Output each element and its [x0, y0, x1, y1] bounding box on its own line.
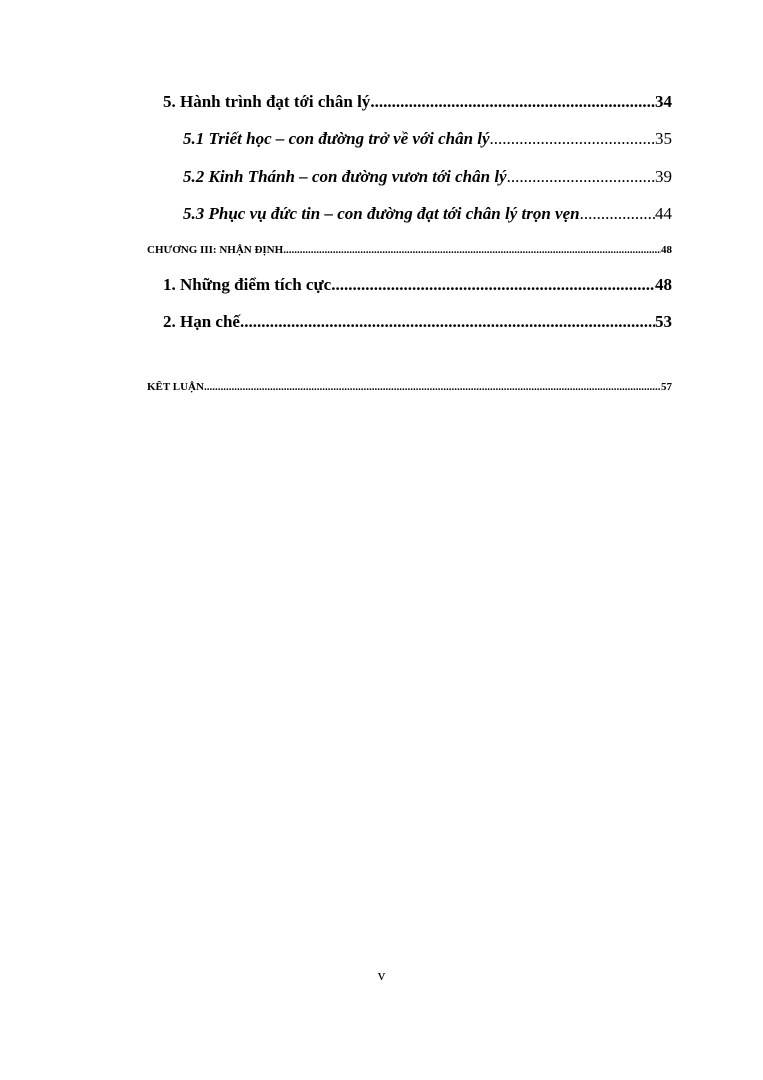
toc-entry-conclusion[interactable]: [147, 381, 672, 393]
toc-dot-leader: [283, 244, 661, 256]
toc-entry-page: 48: [661, 244, 672, 256]
toc-entry-page: 48: [655, 275, 672, 294]
toc-dot-leader: [204, 381, 661, 393]
toc-entry-section-1[interactable]: [163, 275, 672, 295]
toc-entry-section-5-2[interactable]: [183, 167, 672, 187]
toc-entry-title: 5. Hành trình đạt tới chân lý: [163, 92, 371, 111]
toc-dot-leader: [240, 312, 655, 332]
toc-entry-chapter-3[interactable]: [147, 244, 672, 256]
toc-entry-title: 1. Những điểm tích cực: [163, 275, 332, 294]
toc-entry-page: 39: [655, 167, 672, 186]
toc-dot-leader: [580, 204, 655, 224]
toc-entry-section-5-3[interactable]: [183, 204, 672, 224]
toc-entry-title: 5.2 Kinh Thánh – con đường vươn tới chân lý: [183, 167, 507, 186]
toc-entry-title: 2. Hạn chế: [163, 312, 240, 331]
toc-entry-page: 35: [655, 129, 672, 148]
toc-entry-section-5-1[interactable]: [183, 129, 672, 149]
toc-entry-page: 57: [661, 381, 672, 393]
toc-entry-title: 5.3 Phục vụ đức tin – con đường đạt tới chân lý trọn vẹn: [183, 204, 580, 223]
page-number: v: [377, 968, 386, 984]
toc-dot-leader: [331, 275, 655, 295]
toc-entry-page: 34: [655, 92, 672, 111]
toc-dot-leader: [507, 167, 655, 187]
toc-entry-section-2[interactable]: [163, 312, 672, 332]
toc-entry-title: CHƯƠNG III: NHẬN ĐỊNH: [147, 244, 284, 256]
toc-entry-section-5[interactable]: [163, 92, 672, 112]
toc-dot-leader: [370, 92, 655, 112]
toc-dot-leader: [490, 129, 655, 149]
toc-entry-title: 5.1 Triết học – con đường trở về với chân lý: [183, 129, 490, 148]
toc-entry-page: 53: [655, 312, 672, 331]
toc-entry-title: KẾT LUẬN: [147, 381, 204, 393]
toc-entry-page: 44: [655, 204, 672, 223]
